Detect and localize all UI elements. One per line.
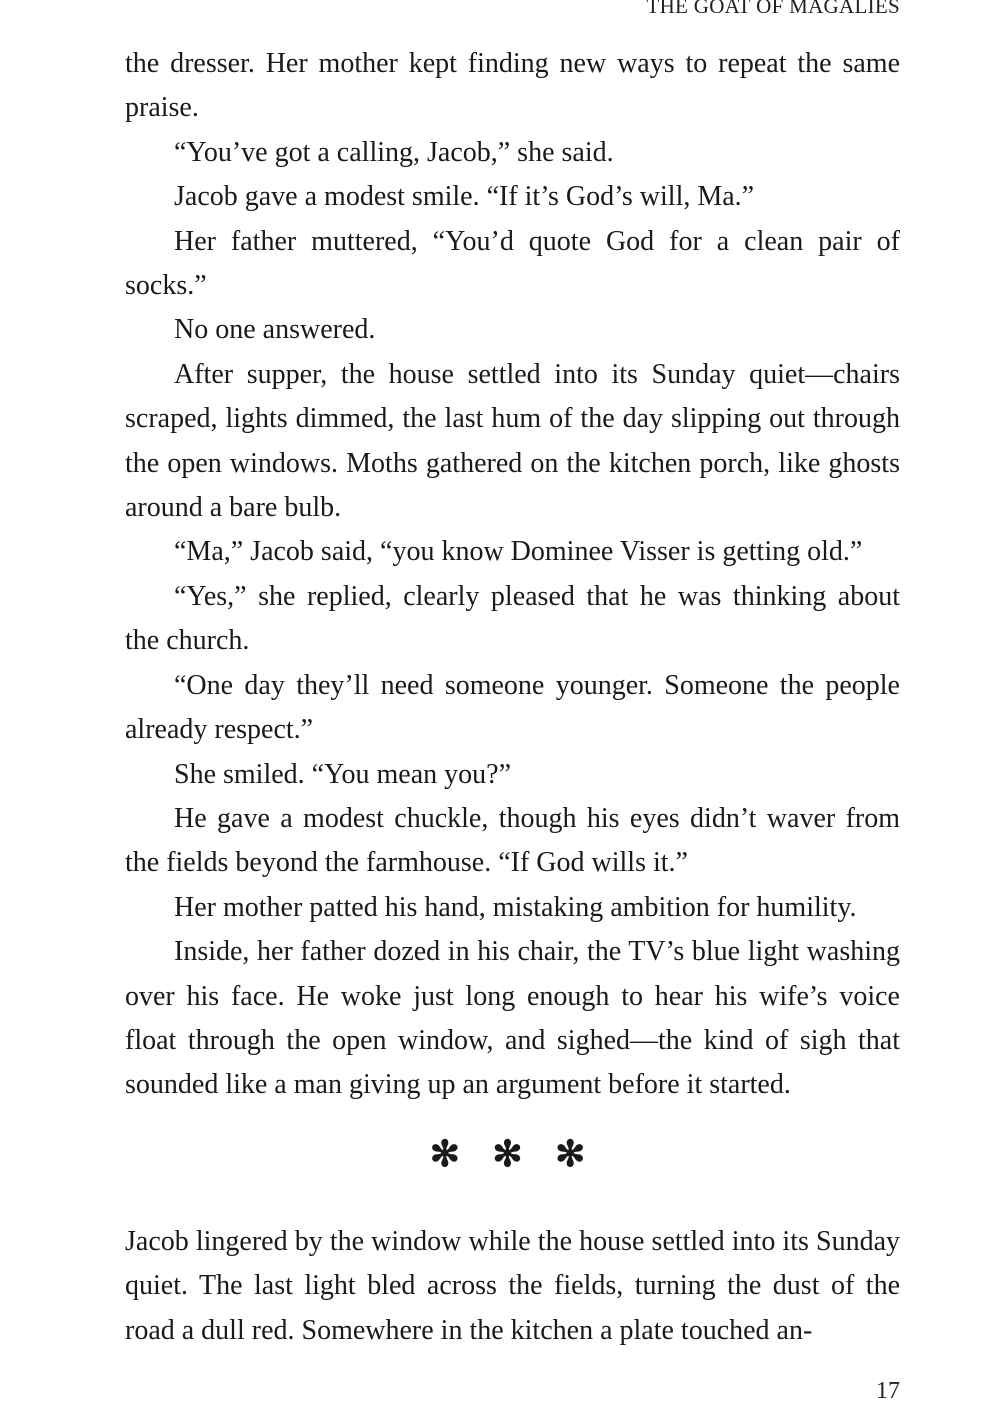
- paragraph: Jacob lingered by the window while the house settled into its Sunday quiet. The last light bled across the fields, turning the dust of the road a dull red. Somewhere in the kitchen a plate touched an-: [125, 1225, 900, 1346]
- scene-break-asterisks: ✻ ✻ ✻: [429, 1132, 596, 1175]
- paragraph: No one answered.: [174, 314, 376, 346]
- paragraph: After supper, the house settled into its Sunday quiet—chairs scraped, lights dimmed, the last hum of the day slipping out through the open windows. Moths gathered on the kitchen porch, like ghosts around a bare bulb.: [125, 358, 900, 524]
- paragraph: Her mother patted his hand, mistaking ambition for humility.: [174, 891, 857, 923]
- paragraph: the dresser. Her mother kept finding new ways to repeat the same praise.: [125, 48, 900, 124]
- running-head: THE GOAT OF MAGALIES: [646, 0, 900, 18]
- paragraph: Inside, her father dozed in his chair, the TV’s blue light washing over his face. He woke just long enough to hear his wife’s voice float through the open window, and sighed—the kind of sigh that sounded like a man giving up an argument before it started.: [125, 936, 900, 1101]
- paragraph: “Yes,” she replied, clearly pleased that he was thinking about the church.: [125, 580, 900, 657]
- paragraph: “You’ve got a calling, Jacob,” she said.: [174, 136, 614, 168]
- paragraph: Her father muttered, “You’d quote God for a clean pair of socks.”: [125, 225, 900, 302]
- paragraph: “Ma,” Jacob said, “you know Dominee Visser is getting old.”: [174, 536, 863, 568]
- paragraph: Jacob gave a modest smile. “If it’s God’s will, Ma.”: [174, 181, 755, 213]
- page-number: 17: [876, 1378, 900, 1404]
- paragraph: She smiled. “You mean you?”: [174, 758, 511, 790]
- paragraph: “One day they’ll need someone younger. Someone the people already respect.”: [125, 669, 900, 746]
- paragraph: He gave a modest chuckle, though his eyes didn’t waver from the fields beyond the farmhouse. “If God wills it.”: [125, 802, 900, 879]
- page-text: [125, 42, 900, 1353]
